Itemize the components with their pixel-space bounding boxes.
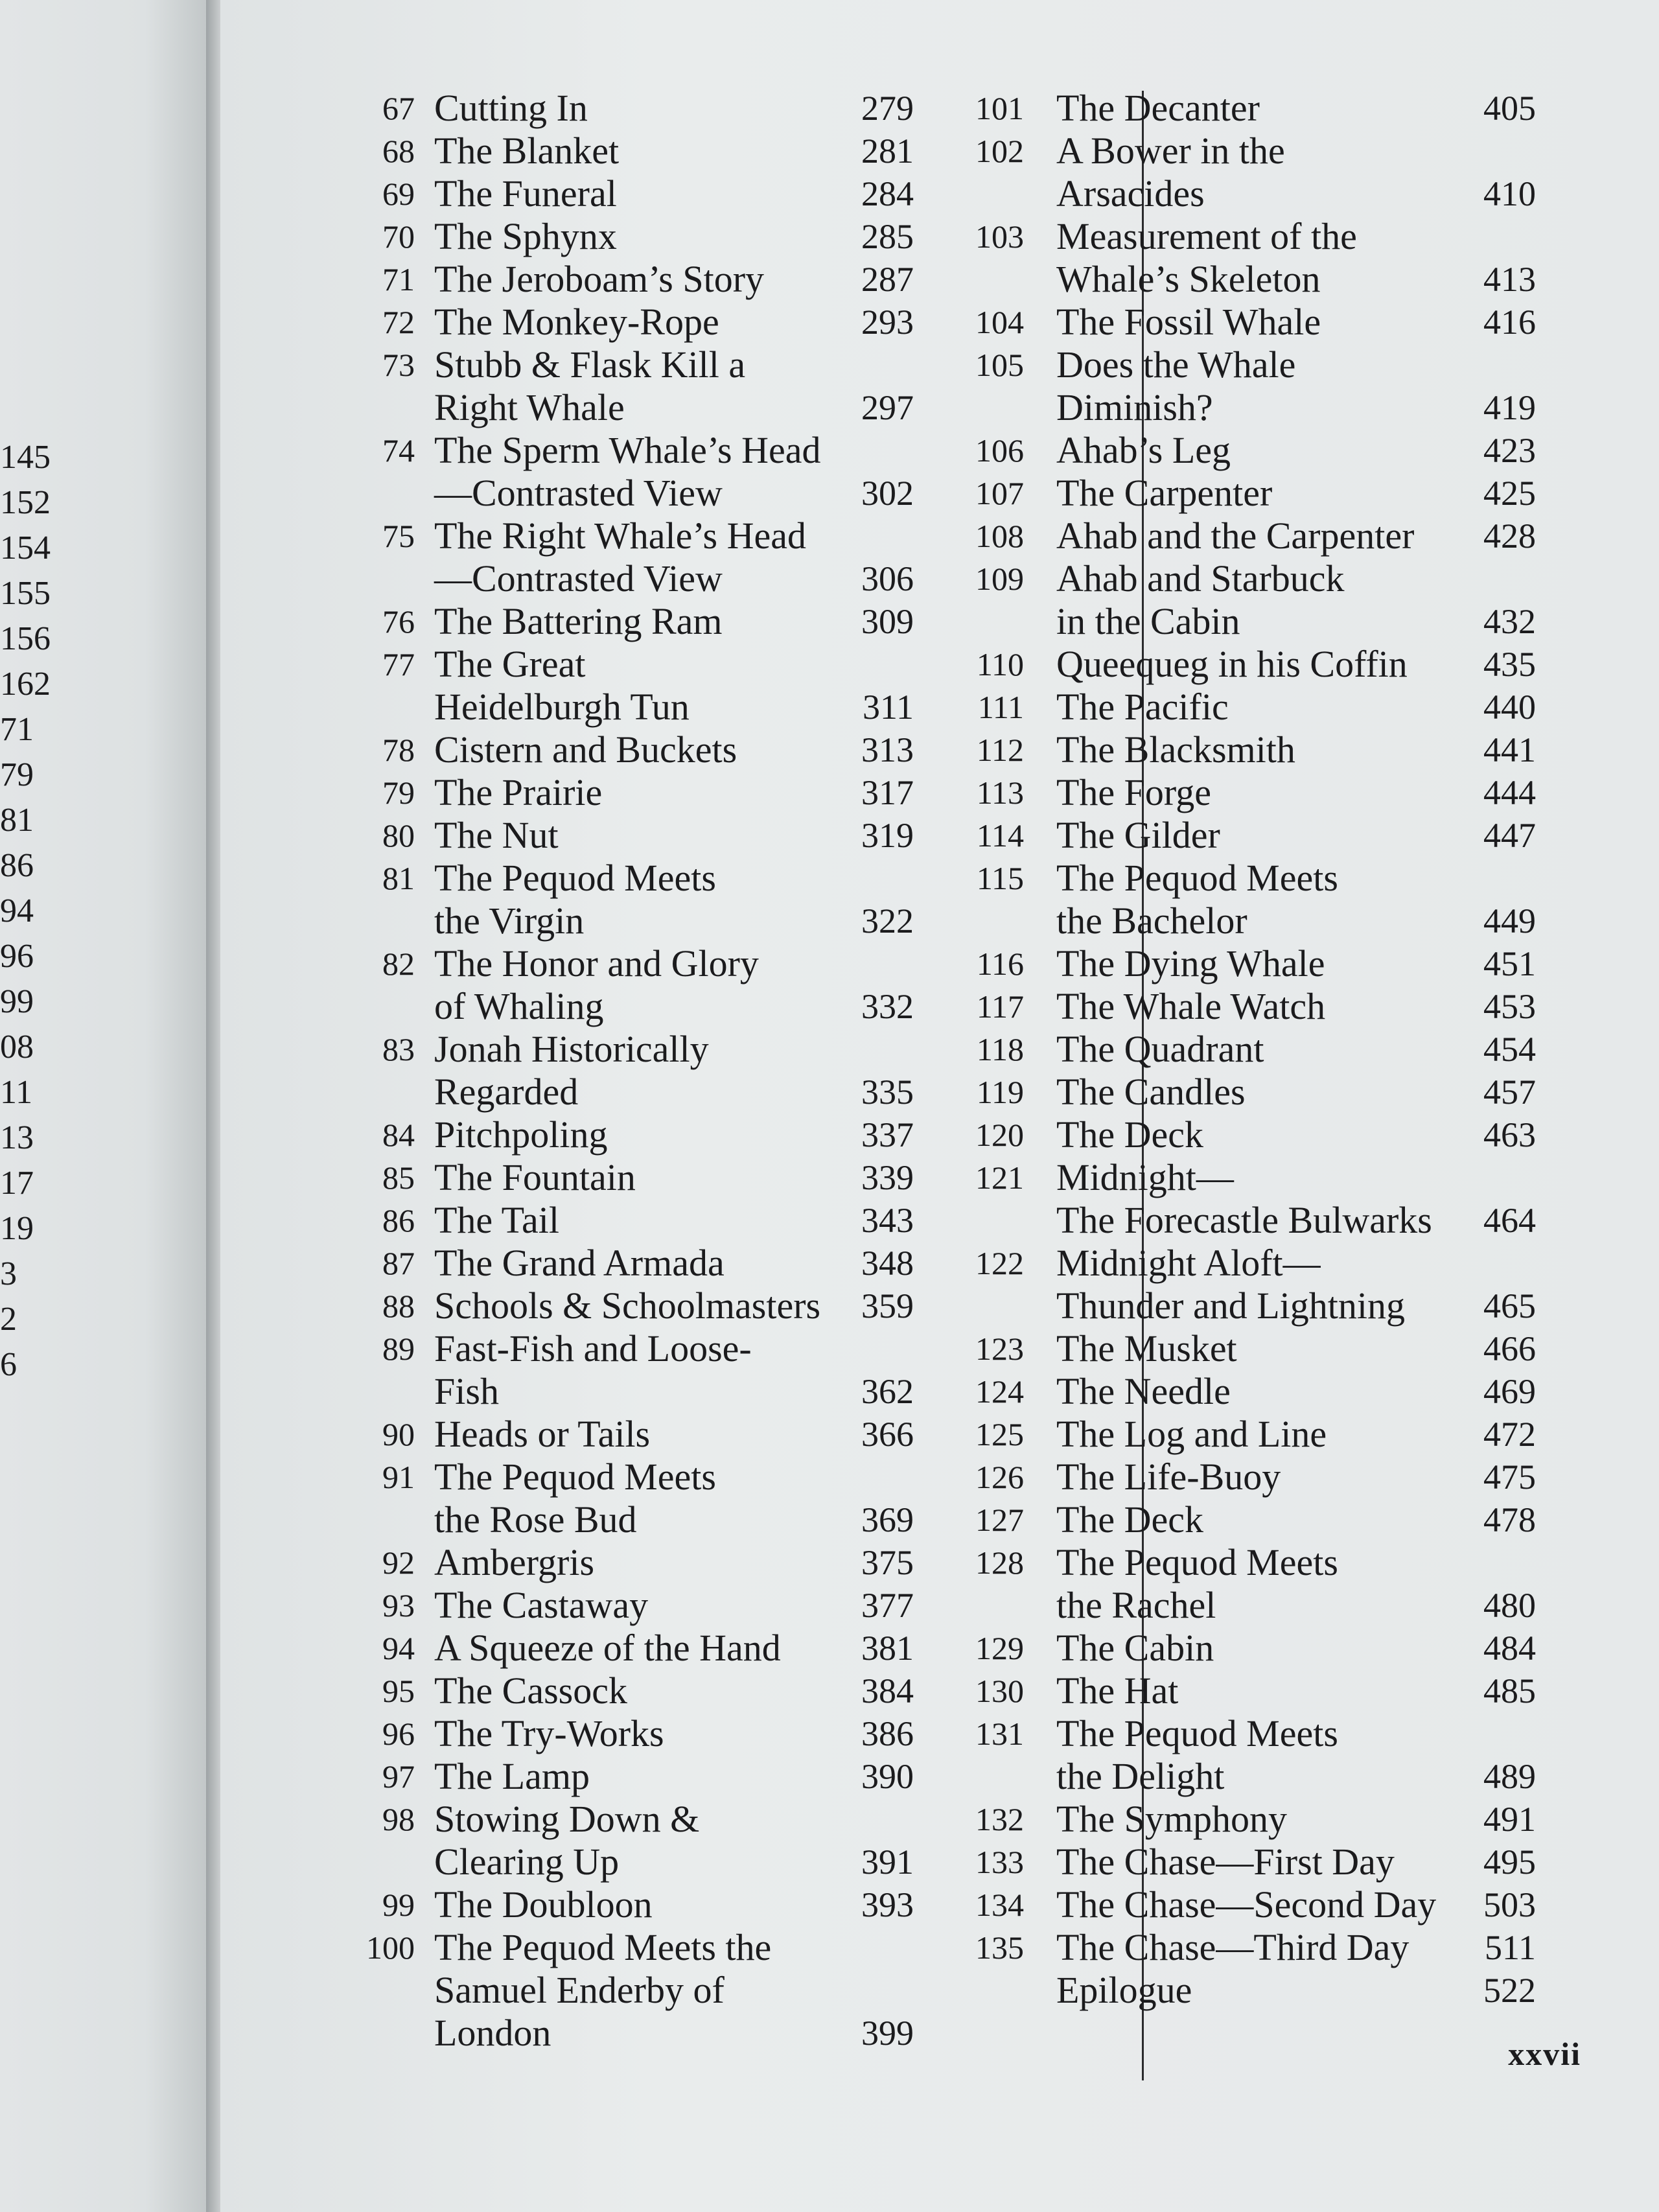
chapter-title: Does the Whale: [1056, 343, 1296, 386]
facing-page-number: 2: [0, 1301, 17, 1338]
page-number: 441: [1483, 730, 1536, 769]
chapter-number: 82: [382, 946, 415, 982]
contents-entry: [220, 1542, 1659, 1627]
contents-entry: [220, 130, 1659, 216]
chapter-title: The Jeroboam’s Story: [434, 258, 765, 300]
page-number: 463: [1483, 1115, 1536, 1154]
chapter-title: The Needle: [1056, 1370, 1231, 1412]
page-number: 359: [861, 1286, 914, 1325]
page-number: 377: [861, 1586, 914, 1625]
chapter-title: Ahab’s Leg: [1056, 429, 1231, 471]
chapter-title: Ahab and Starbuck: [1056, 557, 1345, 600]
chapter-number: 118: [976, 1031, 1024, 1067]
chapter-title: The Castaway: [434, 1584, 649, 1626]
page-number: 293: [861, 303, 914, 342]
contents-entry: [220, 986, 1659, 1029]
chapter-number: 77: [382, 646, 415, 682]
chapter-title: The Prairie: [434, 771, 603, 813]
chapter-number: 106: [975, 432, 1024, 469]
chapter-title: The Whale Watch: [1056, 985, 1326, 1027]
page-number: 480: [1483, 1586, 1536, 1625]
facing-page-number: 71: [0, 711, 34, 748]
contents-entry: [220, 1328, 1659, 1371]
chapter-title: The Forecastle Bulwarks: [1056, 1199, 1432, 1241]
chapter-title: Stubb & Flask Kill a: [434, 343, 746, 386]
chapter-number: 124: [975, 1373, 1024, 1410]
chapter-title: The Pequod Meets: [1056, 857, 1338, 899]
chapter-number: 105: [975, 347, 1024, 383]
facing-page-number: 79: [0, 756, 34, 793]
contents-entry: [220, 87, 1659, 130]
contents-entry: [220, 1970, 1659, 2012]
chapter-title: the Virgin: [434, 900, 585, 942]
chapter-title: The Pequod Meets: [1056, 1712, 1338, 1754]
contents-entry: [220, 1157, 1659, 1242]
chapter-title: The Cabin: [1056, 1627, 1214, 1669]
chapter-number: 125: [975, 1416, 1024, 1452]
chapter-number: 93: [382, 1587, 415, 1624]
chapter-title: Cutting In: [434, 87, 588, 129]
page-number: 362: [861, 1372, 914, 1411]
page-number: 484: [1483, 1629, 1536, 1668]
contents-entry: [220, 344, 1659, 430]
chapter-number: 110: [976, 646, 1024, 682]
contents-entry: [220, 430, 1659, 472]
chapter-title: The Grand Armada: [434, 1242, 725, 1284]
page-number: 281: [861, 132, 914, 170]
contents-entry: [220, 515, 1659, 558]
facing-page-number: 6: [0, 1346, 17, 1383]
chapter-number: 107: [975, 475, 1024, 511]
chapter-title: the Bachelor: [1056, 900, 1247, 942]
chapter-title: The Monkey-Rope: [434, 301, 719, 343]
chapter-title: The Fountain: [434, 1156, 636, 1198]
chapter-title: Midnight Aloft—: [1056, 1242, 1321, 1284]
chapter-number: 129: [975, 1630, 1024, 1666]
page-number: 366: [861, 1415, 914, 1454]
chapter-number: 121: [975, 1159, 1024, 1196]
contents-entry: [220, 772, 1659, 815]
chapter-title: The Blacksmith: [1056, 728, 1295, 771]
page-number: 454: [1483, 1030, 1536, 1069]
chapter-title: The Musket: [1056, 1327, 1237, 1369]
chapter-title: London: [434, 2012, 551, 2054]
page-number: 285: [861, 217, 914, 256]
page-number: 449: [1483, 902, 1536, 940]
chapter-number: 74: [382, 432, 415, 469]
facing-page-number: 156: [0, 620, 51, 657]
contents-entry: [220, 644, 1659, 686]
facing-page-number: 145: [0, 439, 51, 476]
chapter-number: 88: [382, 1288, 415, 1324]
chapter-number: 116: [976, 946, 1024, 982]
chapter-number: 71: [382, 261, 415, 297]
chapter-title: the Rose Bud: [434, 1498, 637, 1541]
chapter-title: Fish: [434, 1370, 499, 1412]
chapter-title: Thunder and Lightning: [1056, 1285, 1406, 1327]
page-number: 485: [1483, 1671, 1536, 1710]
chapter-title: —Contrasted View: [434, 472, 723, 514]
page-number: 332: [861, 987, 914, 1026]
chapter-title: Pitchpoling: [434, 1113, 608, 1156]
page-number: 313: [861, 730, 914, 769]
page-number: 491: [1483, 1800, 1536, 1839]
chapter-number: 95: [382, 1673, 415, 1709]
chapter-title: of Whaling: [434, 985, 604, 1027]
chapter-number: 120: [975, 1117, 1024, 1153]
chapter-title: The Hat: [1056, 1670, 1179, 1712]
chapter-title: the Delight: [1056, 1755, 1225, 1797]
page-number: 348: [861, 1244, 914, 1283]
contents-entry: [220, 1371, 1659, 1414]
chapter-title: The Try-Works: [434, 1712, 664, 1754]
chapter-number: 84: [382, 1117, 415, 1153]
chapter-number: 91: [382, 1459, 415, 1495]
chapter-title: The Deck: [1056, 1113, 1204, 1156]
chapter-number: 122: [975, 1245, 1024, 1281]
page-number: 466: [1483, 1329, 1536, 1368]
chapter-title: A Bower in the: [1056, 130, 1285, 172]
facing-page-number: 11: [0, 1074, 33, 1111]
page-number: 393: [861, 1885, 914, 1924]
chapter-title: Arsacides: [1056, 172, 1205, 215]
page-number: 375: [861, 1543, 914, 1582]
chapter-number: 68: [382, 133, 415, 169]
chapter-title: Clearing Up: [434, 1841, 620, 1883]
page-number: 287: [861, 260, 914, 299]
page-number: 339: [861, 1158, 914, 1197]
chapter-number: 96: [382, 1716, 415, 1752]
facing-page-number: 94: [0, 892, 34, 929]
page-number: 410: [1483, 174, 1536, 213]
chapter-number: 112: [976, 732, 1024, 768]
chapter-number: 102: [975, 133, 1024, 169]
contents-entry: [220, 1927, 1659, 1970]
chapter-title: The Pequod Meets: [434, 857, 716, 899]
chapter-title: The Forge: [1056, 771, 1211, 813]
page-number: 469: [1483, 1372, 1536, 1411]
chapter-title: Samuel Enderby of: [434, 1969, 725, 2011]
chapter-number: 83: [382, 1031, 415, 1067]
chapter-number: 104: [975, 304, 1024, 340]
chapter-number: 127: [975, 1502, 1024, 1538]
page-number: 381: [861, 1629, 914, 1668]
chapter-number: 76: [382, 603, 415, 640]
chapter-number: 72: [382, 304, 415, 340]
contents-entry: [220, 943, 1659, 986]
chapter-number: 78: [382, 732, 415, 768]
chapter-number: 117: [976, 988, 1024, 1025]
chapter-title: The Symphony: [1056, 1798, 1288, 1840]
chapter-number: 128: [975, 1544, 1024, 1581]
chapter-number: 92: [382, 1544, 415, 1581]
chapter-title: The Blanket: [434, 130, 620, 172]
chapter-title: The Tail: [434, 1199, 559, 1241]
contents-entry: [220, 472, 1659, 515]
facing-page-number: 17: [0, 1165, 34, 1202]
chapter-number: 130: [975, 1673, 1024, 1709]
page-number: 447: [1483, 816, 1536, 855]
page-number: 399: [861, 2014, 914, 2053]
contents-entry: [220, 1627, 1659, 1670]
page-number: 428: [1483, 517, 1536, 555]
chapter-title: Ahab and the Carpenter: [1056, 515, 1415, 557]
contents-entry: [220, 301, 1659, 344]
chapter-number: 89: [382, 1331, 415, 1367]
page-number: 416: [1483, 303, 1536, 342]
chapter-title: The Battering Ram: [434, 600, 723, 642]
facing-page-number: 86: [0, 847, 34, 884]
chapter-title: Diminish?: [1056, 386, 1213, 428]
facing-page: [0, 0, 207, 2212]
chapter-number: 126: [975, 1459, 1024, 1495]
contents-entry: [220, 1114, 1659, 1157]
chapter-title: The Right Whale’s Head: [434, 515, 806, 557]
chapter-title: The Candles: [1056, 1071, 1246, 1113]
chapter-title: The Deck: [1056, 1498, 1204, 1541]
page-number: 425: [1483, 474, 1536, 513]
chapter-title: The Cassock: [434, 1670, 627, 1712]
chapter-title: Heads or Tails: [434, 1413, 651, 1455]
chapter-number: 111: [977, 689, 1024, 725]
chapter-title: The Chase—First Day: [1056, 1841, 1395, 1883]
chapter-title: The Lamp: [434, 1755, 590, 1797]
page-number: 279: [861, 89, 914, 128]
chapter-title: The Nut: [434, 814, 559, 856]
chapter-title: in the Cabin: [1056, 600, 1240, 642]
page-number: 440: [1483, 688, 1536, 727]
facing-page-number: 08: [0, 1029, 34, 1065]
chapter-title: Heidelburgh Tun: [434, 686, 690, 728]
contents-entry: [220, 1499, 1659, 1542]
chapter-title: The Funeral: [434, 172, 617, 215]
page-number: 309: [861, 602, 914, 641]
page-number: 337: [861, 1115, 914, 1154]
page-number: 465: [1483, 1286, 1536, 1325]
facing-page-number: 155: [0, 575, 51, 612]
contents-entry: [220, 1242, 1659, 1328]
chapter-number: 67: [382, 90, 415, 126]
chapter-number: 79: [382, 774, 415, 811]
page-number: 317: [861, 773, 914, 812]
page-number: 472: [1483, 1415, 1536, 1454]
facing-page-number: 19: [0, 1210, 34, 1247]
facing-page-number: 152: [0, 484, 51, 521]
chapter-number: 86: [382, 1202, 415, 1239]
chapter-title: Whale’s Skeleton: [1056, 258, 1321, 300]
chapter-number: 90: [382, 1416, 415, 1452]
page-number: 384: [861, 1671, 914, 1710]
facing-page-number: 3: [0, 1255, 17, 1292]
contents-entry: [220, 1799, 1659, 1841]
contents-entry: [220, 815, 1659, 857]
chapter-title: Stowing Down &: [434, 1798, 700, 1840]
page-number: 319: [861, 816, 914, 855]
chapter-number: 109: [975, 561, 1024, 597]
chapter-title: Midnight—: [1056, 1156, 1234, 1198]
chapter-title: The Pequod Meets: [1056, 1541, 1338, 1583]
contents-entry: [220, 1884, 1659, 1927]
chapter-title: Ambergris: [434, 1541, 595, 1583]
page-number: 391: [861, 1843, 914, 1881]
page-number: 475: [1483, 1458, 1536, 1496]
contents-entry: [220, 1071, 1659, 1114]
page-number: 495: [1483, 1843, 1536, 1881]
chapter-number: 113: [976, 774, 1024, 811]
chapter-title: The Pacific: [1056, 686, 1229, 728]
chapter-number: 134: [975, 1887, 1024, 1923]
chapter-number: 101: [975, 90, 1024, 126]
page-number: 302: [861, 474, 914, 513]
contents-entry: [220, 729, 1659, 772]
chapter-number: 119: [976, 1074, 1024, 1110]
page-number: 453: [1483, 987, 1536, 1026]
chapter-number: 115: [976, 860, 1024, 896]
contents-entry: [220, 1841, 1659, 1884]
chapter-number: 100: [366, 1929, 415, 1966]
chapter-title: Jonah Historically: [434, 1028, 709, 1070]
chapter-number: 132: [975, 1801, 1024, 1837]
page-number: 522: [1483, 1971, 1536, 2010]
page-number: 432: [1483, 602, 1536, 641]
chapter-number: 81: [382, 860, 415, 896]
page-number: 335: [861, 1073, 914, 1112]
contents-entry: [220, 1456, 1659, 1499]
page-number: 284: [861, 174, 914, 213]
chapter-title: The Pequod Meets: [434, 1456, 716, 1498]
facing-page-number: 99: [0, 983, 34, 1020]
chapter-title: The Gilder: [1056, 814, 1220, 856]
chapter-number: 69: [382, 176, 415, 212]
chapter-title: The Carpenter: [1056, 472, 1273, 514]
page-number: 390: [861, 1757, 914, 1796]
chapter-number: 114: [976, 817, 1024, 854]
chapter-number: 85: [382, 1159, 415, 1196]
facing-page-number: 96: [0, 938, 34, 975]
chapter-title: the Rachel: [1056, 1584, 1216, 1626]
chapter-number: 99: [382, 1887, 415, 1923]
page-number: 435: [1483, 645, 1536, 684]
chapter-number: 133: [975, 1844, 1024, 1880]
chapter-title: The Honor and Glory: [434, 942, 759, 984]
page-number: 297: [861, 388, 914, 427]
chapter-title: Fast-Fish and Loose-: [434, 1327, 752, 1369]
chapter-number: 103: [975, 218, 1024, 255]
page-number: 322: [861, 902, 914, 940]
chapter-title: A Squeeze of the Hand: [434, 1627, 781, 1669]
chapter-title: Right Whale: [434, 386, 625, 428]
page-number: 464: [1483, 1201, 1536, 1240]
chapter-title: The Chase—Second Day: [1056, 1883, 1437, 1926]
page-number: 489: [1483, 1757, 1536, 1796]
chapter-number: 98: [382, 1801, 415, 1837]
contents-page: [220, 0, 1659, 2212]
contents-entry: [220, 1029, 1659, 1071]
page-number: 444: [1483, 773, 1536, 812]
page-number: 457: [1483, 1073, 1536, 1112]
chapter-title: The Quadrant: [1056, 1028, 1264, 1070]
page-number: 369: [861, 1500, 914, 1539]
chapter-title: The Sphynx: [434, 215, 617, 257]
chapter-title: The Dying Whale: [1056, 942, 1325, 984]
page-number: 311: [863, 688, 914, 727]
chapter-title: The Doubloon: [434, 1883, 653, 1926]
chapter-title: The Pequod Meets the: [434, 1926, 772, 1968]
contents-entry: [220, 1670, 1659, 1713]
contents-entry: [220, 558, 1659, 644]
chapter-number: 87: [382, 1245, 415, 1281]
page-number: 405: [1483, 89, 1536, 128]
chapter-title: The Chase—Third Day: [1056, 1926, 1410, 1968]
facing-page-number: 154: [0, 530, 51, 566]
page-number: 306: [861, 559, 914, 598]
page-number: 478: [1483, 1500, 1536, 1539]
chapter-number: 108: [975, 518, 1024, 554]
chapter-title: Schools & Schoolmasters: [434, 1285, 821, 1327]
chapter-number: 94: [382, 1630, 415, 1666]
chapter-number: 123: [975, 1331, 1024, 1367]
chapter-number: 73: [382, 347, 415, 383]
page-number: 386: [861, 1714, 914, 1753]
page-folio: xxvii: [1508, 2036, 1581, 2072]
contents-entry: [220, 686, 1659, 729]
chapter-title: The Decanter: [1056, 87, 1260, 129]
chapter-title: Cistern and Buckets: [434, 728, 737, 771]
contents-entry: [220, 216, 1659, 301]
page-number: 511: [1485, 1928, 1536, 1967]
page-number: 451: [1483, 944, 1536, 983]
contents-entry: [220, 1414, 1659, 1456]
chapter-number: 135: [975, 1929, 1024, 1966]
chapter-title: The Sperm Whale’s Head: [434, 429, 821, 471]
contents-entry: [220, 1713, 1659, 1799]
chapter-title: The Life-Buoy: [1056, 1456, 1281, 1498]
chapter-number: 97: [382, 1758, 415, 1795]
chapter-title: —Contrasted View: [434, 557, 723, 600]
facing-page-number: 162: [0, 666, 51, 703]
page-number: 503: [1483, 1885, 1536, 1924]
page-number: 413: [1483, 260, 1536, 299]
facing-page-number: 81: [0, 802, 34, 839]
chapter-title: The Log and Line: [1056, 1413, 1327, 1455]
page-number: 343: [861, 1201, 914, 1240]
contents-entry: [220, 857, 1659, 943]
chapter-number: 75: [382, 518, 415, 554]
chapter-title: Measurement of the: [1056, 215, 1357, 257]
page-number: 423: [1483, 431, 1536, 470]
chapter-title: The Great: [434, 643, 586, 685]
chapter-number: 131: [975, 1716, 1024, 1752]
chapter-number: 70: [382, 218, 415, 255]
chapter-title: Regarded: [434, 1071, 579, 1113]
facing-page-number: 13: [0, 1119, 34, 1156]
chapter-title: The Fossil Whale: [1056, 301, 1321, 343]
page-number: 419: [1483, 388, 1536, 427]
chapter-number: 80: [382, 817, 415, 854]
chapter-title: Queequeg in his Coffin: [1056, 643, 1408, 685]
chapter-title: Epilogue: [1056, 1969, 1192, 2011]
